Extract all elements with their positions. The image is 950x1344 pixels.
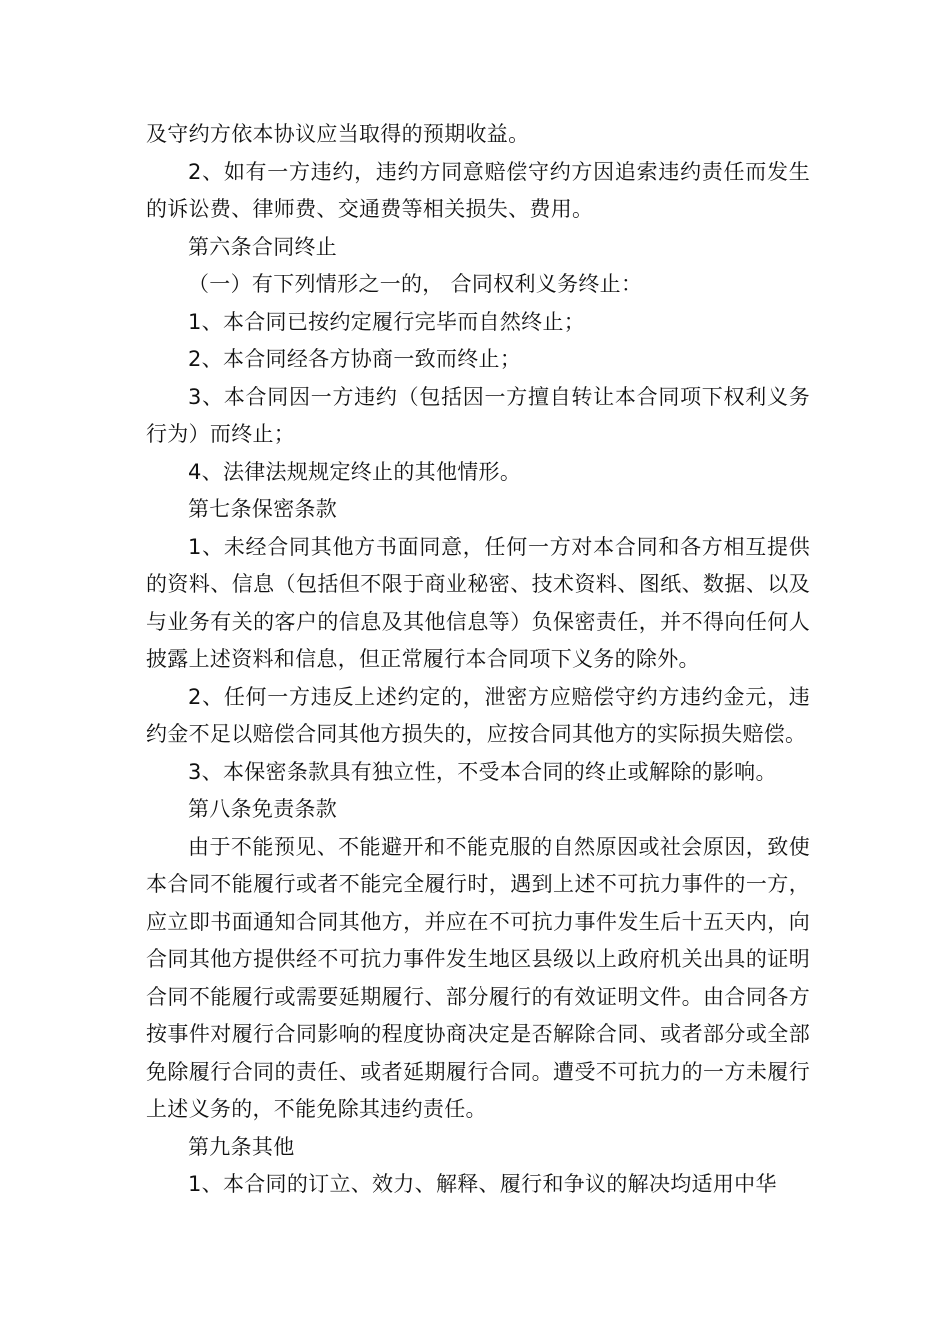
- section-heading-other: 第九条其他: [188, 1134, 295, 1159]
- document-body: [146, 116, 810, 1204]
- paragraph-continued: 及守约方依本协议应当取得的预期收益。: [146, 122, 530, 146]
- paragraph-termination-intro: （一）有下列情形之一的， 合同权利义务终止：: [188, 272, 643, 296]
- paragraph-confidentiality-3: 3、本保密条款具有独立性，不受本合同的终止或解除的影响。: [188, 759, 777, 784]
- paragraph-termination-4: 4、法律法规规定终止的其他情形。: [188, 459, 522, 484]
- section-heading-force-majeure: 第八条免责条款: [188, 797, 338, 821]
- paragraph-confidentiality-1: 1、未经合同其他方书面同意，任何一方对本合同和各方相互提供的资料、信息（包括但不限于商业秘密、技术资料、图纸、数据、以及与业务有关的客户的信息及其他信息等）负保密责任，并不得向任何人披露上述资料和信息，但正常履行本合同项下义务的除外。: [146, 534, 810, 671]
- paragraph-termination-1: 1、本合同已按约定履行完毕而自然终止；: [188, 309, 586, 334]
- section-heading-confidentiality: 第七条保密条款: [188, 497, 338, 521]
- paragraph-force-majeure: 由于不能预见、不能避开和不能克服的自然原因或社会原因，致使本合同不能履行或者不能完全履行时，遇到上述不可抗力事件的一方，应立即书面通知合同其他方，并应在不可抗力事件发生后十五天内，向合同其他方提供经不可抗力事件发生地区县级以上政府机关出具的证明合同不能履行或需要延期履行、部分履行的有效证明文件。由合同各方按事件对履行合同影响的程度协商决定是否解除合同、或者部分或全部免除履行合同的责任、或者延期履行合同。遭受不可抗力的一方未履行上述义务的，不能免除其违约责任。: [146, 834, 810, 1121]
- paragraph-termination-3: 3、本合同因一方违约（包括因一方擅自转让本合同项下权利义务行为）而终止；: [146, 384, 810, 446]
- paragraph-other-1: 1、本合同的订立、效力、解释、履行和争议的解决均适用中华: [188, 1172, 777, 1196]
- section-heading-termination: 第六条合同终止: [188, 234, 338, 259]
- paragraph-termination-2: 2、本合同经各方协商一致而终止；: [188, 347, 522, 371]
- paragraph-confidentiality-2: 2、任何一方违反上述约定的，泄密方应赔偿守约方违约金元，违约金不足以赔偿合同其他方损失的，应按合同其他方的实际损失赔偿。: [146, 684, 810, 746]
- paragraph-breach-costs: 2、如有一方违约，违约方同意赔偿守约方因追索违约责任而发生的诉讼费、律师费、交通费等相关损失、费用。: [146, 159, 810, 221]
